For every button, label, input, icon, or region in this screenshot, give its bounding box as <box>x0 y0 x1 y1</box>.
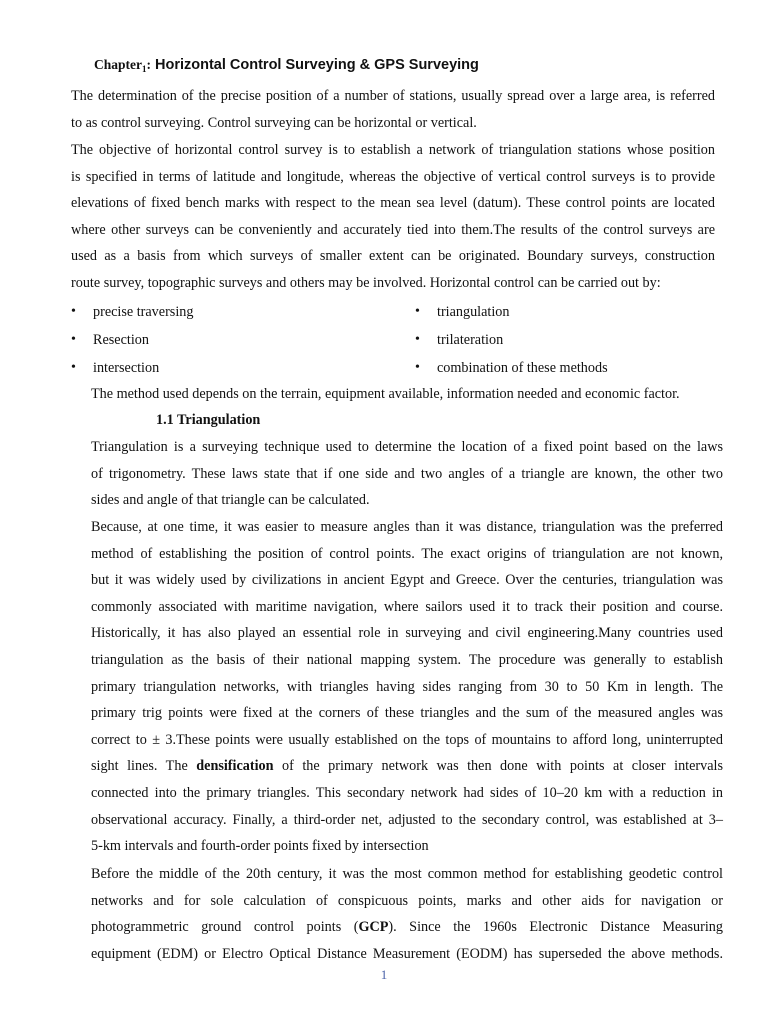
methods-list-right <box>415 298 715 382</box>
text-line: observational accuracy. Finally, a third-order net, adjusted to the secondary control, was established at 3– <box>91 811 723 828</box>
text-run: of the primary network was then done with points at closer intervals <box>273 758 723 775</box>
list-item: • precise traversing <box>71 298 371 326</box>
text-line: sides and angle of that triangle can be calculated. <box>91 492 370 509</box>
text-line: method of establishing the position of control points. The exact origins of triangulation are not known, <box>91 545 723 562</box>
text-line: commonly associated with maritime navigation, where sailors used it to track their position and course. <box>91 598 723 615</box>
text-line: Because, at one time, it was easier to measure angles than it was distance, triangulation was the preferred <box>91 519 723 535</box>
bold-term: densification <box>196 758 274 775</box>
list-item: • trilateration <box>415 326 715 354</box>
list-item: • intersection <box>71 354 371 382</box>
text-line <box>91 914 723 941</box>
text-line: where other surveys can be conveniently and accurately tied into them.The results of the control surveys are <box>71 221 715 238</box>
chapter-colon: : <box>146 57 151 72</box>
text-line: primary trig points were fixed at the corners of these triangles and the sum of the measured angles was <box>91 705 723 722</box>
triangulation-paragraph-2 <box>91 514 723 860</box>
text-line: The determination of the precise position of a number of stations, usually spread over a large area, is referred <box>71 88 715 104</box>
method-note: The method used depends on the terrain, equipment available, information needed and economic factor. <box>91 386 680 402</box>
chapter-number: 1 <box>142 64 147 74</box>
text-line: equipment (EDM) or Electro Optical Distance Measurement (EODM) has superseded the above methods. <box>91 945 723 962</box>
text-run: sight lines. The <box>91 758 197 775</box>
text-line: of trigonometry. These laws state that if one side and two angles of a triangle are known, the other two <box>91 465 723 482</box>
text-line: elevations of fixed bench marks with respect to the mean sea level (datum). These control points are located <box>71 195 715 212</box>
methods-list-left <box>71 298 371 382</box>
intro-paragraph-2 <box>71 137 715 297</box>
triangulation-paragraph-3 <box>91 861 723 967</box>
bold-term: GCP <box>358 919 389 936</box>
text-line: primary triangulation networks, with triangles having sides ranging from 30 to 50 Km in length. The <box>91 678 723 695</box>
list-item: • combination of these methods <box>415 354 715 382</box>
text-line: correct to ± 3.These points were usually established on the tops of mountains to afford long, uninterrupted <box>91 731 723 748</box>
list-item: • Resection <box>71 326 371 354</box>
text-line <box>91 753 723 780</box>
list-item: • triangulation <box>415 298 715 326</box>
chapter-label: Chapter <box>94 57 142 72</box>
text-run: photogrammetric ground control points ( <box>91 919 359 936</box>
text-line: used as a basis from which surveys of smaller extent can be originated. Boundary surveys, construction <box>71 248 715 265</box>
text-line: Before the middle of the 20th century, it was the most common method for establishing geodetic control <box>91 866 723 882</box>
text-line: connected into the primary triangles. This secondary network had sides of 10–20 km with a reduction in <box>91 784 723 801</box>
page-number: 1 <box>380 967 388 982</box>
text-run: ). Since the 1960s Electronic Distance Measuring <box>388 919 723 936</box>
text-line: route survey, topographic surveys and others may be involved. Horizontal control can be carried out by: <box>71 274 661 291</box>
text-line: but it was widely used by civilizations in ancient Egypt and Greece. Over the centuries, triangulation was <box>91 572 723 589</box>
text-line: Triangulation is a surveying technique used to determine the location of a fixed point based on the laws <box>91 439 723 455</box>
text-line: triangulation as the basis of their national mapping system. The procedure was generally to establish <box>91 651 723 668</box>
chapter-title: Horizontal Control Surveying & GPS Surveying <box>155 57 479 73</box>
text-line: networks and for sole calculation of conspicuous points, marks and other aids for navigation or <box>91 892 723 909</box>
text-line: The objective of horizontal control survey is to establish a network of triangulation stations whose position <box>71 142 715 158</box>
text-line: Historically, it has also played an essential role in surveying and civil engineering.Many countries used <box>91 625 723 642</box>
text-line: to as control surveying. Control surveying can be horizontal or vertical. <box>71 114 477 131</box>
text-line: 5-km intervals and fourth-order points fixed by intersection <box>91 838 429 855</box>
chapter-heading <box>94 56 479 74</box>
intro-paragraph-1 <box>71 83 715 136</box>
triangulation-paragraph-1 <box>91 434 723 514</box>
section-heading: 1.1 Triangulation <box>156 412 261 428</box>
text-line: is specified in terms of latitude and longitude, whereas the objective of vertical control surveys is to provide <box>71 168 715 185</box>
